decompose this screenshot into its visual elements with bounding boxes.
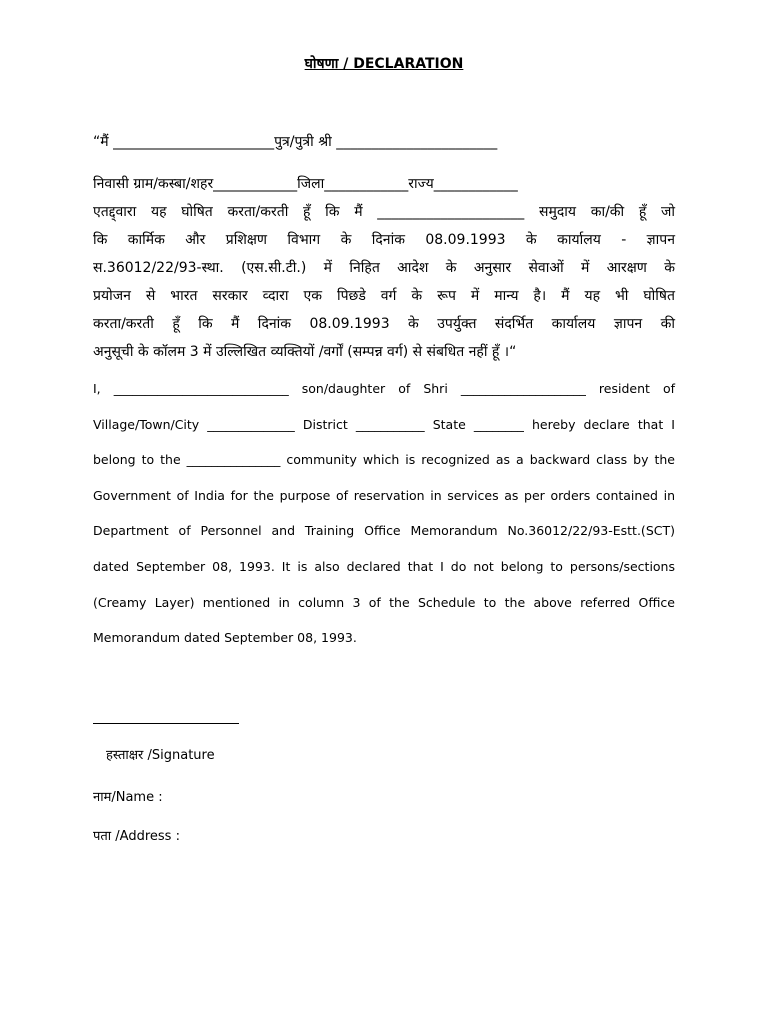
hindi-line-8: अनुसूची के कॉलम 3 में उल्लिखित व्यक्तियों /वर्गों (सम्पन्न वर्ग) से संबधित नहीं हूँ ।“	[93, 344, 517, 360]
name-label: नाम/Name :	[93, 790, 163, 805]
english-line-7: (Creamy Layer) mentioned in column 3 of the Schedule to the above referred Office	[93, 594, 675, 610]
hindi-line-6: प्रयोजन से भारत सरकार व्दारा एक पिछडे वर्ग के रूप में मान्य है। मैं यह भी घोषित	[93, 288, 675, 304]
hindi-line-2: निवासी ग्राम/कस्बा/शहर____________जिला____________राज्य____________	[93, 176, 518, 192]
signature-line	[93, 723, 239, 724]
english-line-2: Village/Town/City ______________ District ___________ State ________ hereby declare that I	[93, 416, 675, 432]
hindi-declaration	[93, 128, 675, 156]
english-line-4: Government of India for the purpose of reservation in services as per orders contained in	[93, 487, 675, 503]
english-declaration	[93, 371, 675, 656]
hindi-line-5: स.36012/22/93-स्था. (एस.सी.टी.) में निहित आदेश के अनुसार सेवाओं में आरक्षण के	[93, 260, 675, 276]
english-line-6: dated September 08, 1993. It is also declared that I do not belong to persons/sections	[93, 558, 675, 574]
hindi-line-4: कि कार्मिक और प्रशिक्षण विभाग के दिनांक 08.09.1993 के कार्यालय - ज्ञापन	[93, 232, 675, 248]
hindi-declaration-paragraph	[93, 198, 675, 366]
hindi-line-1: “मैं _______________________पुत्र/पुत्री श्री _______________________	[93, 134, 498, 150]
address-label: पता /Address :	[93, 829, 180, 844]
hindi-declaration-body	[93, 170, 675, 198]
hindi-line-3: एतद्द्वारा यह घोषित करता/करती हूँ कि मैं _____________________ समुदाय का/की हूँ जो	[93, 204, 675, 220]
signature-label: हस्ताक्षर /Signature	[106, 748, 215, 763]
english-line-1: I, ____________________________ son/daughter of Shri ____________________ resident of	[93, 381, 675, 396]
hindi-line-7: करता/करती हूँ कि मैं दिनांक 08.09.1993 के उपर्युक्त संदर्भित कार्यालय ज्ञापन की	[93, 316, 675, 332]
english-line-5: Department of Personnel and Training Office Memorandum No.36012/22/93-Estt.(SCT)	[93, 523, 675, 539]
english-line-8: Memorandum dated September 08, 1993.	[93, 630, 357, 646]
english-line-3: belong to the _______________ community which is recognized as a backward class by the	[93, 452, 675, 468]
document-title: घोषणा / DECLARATION	[304, 56, 464, 72]
